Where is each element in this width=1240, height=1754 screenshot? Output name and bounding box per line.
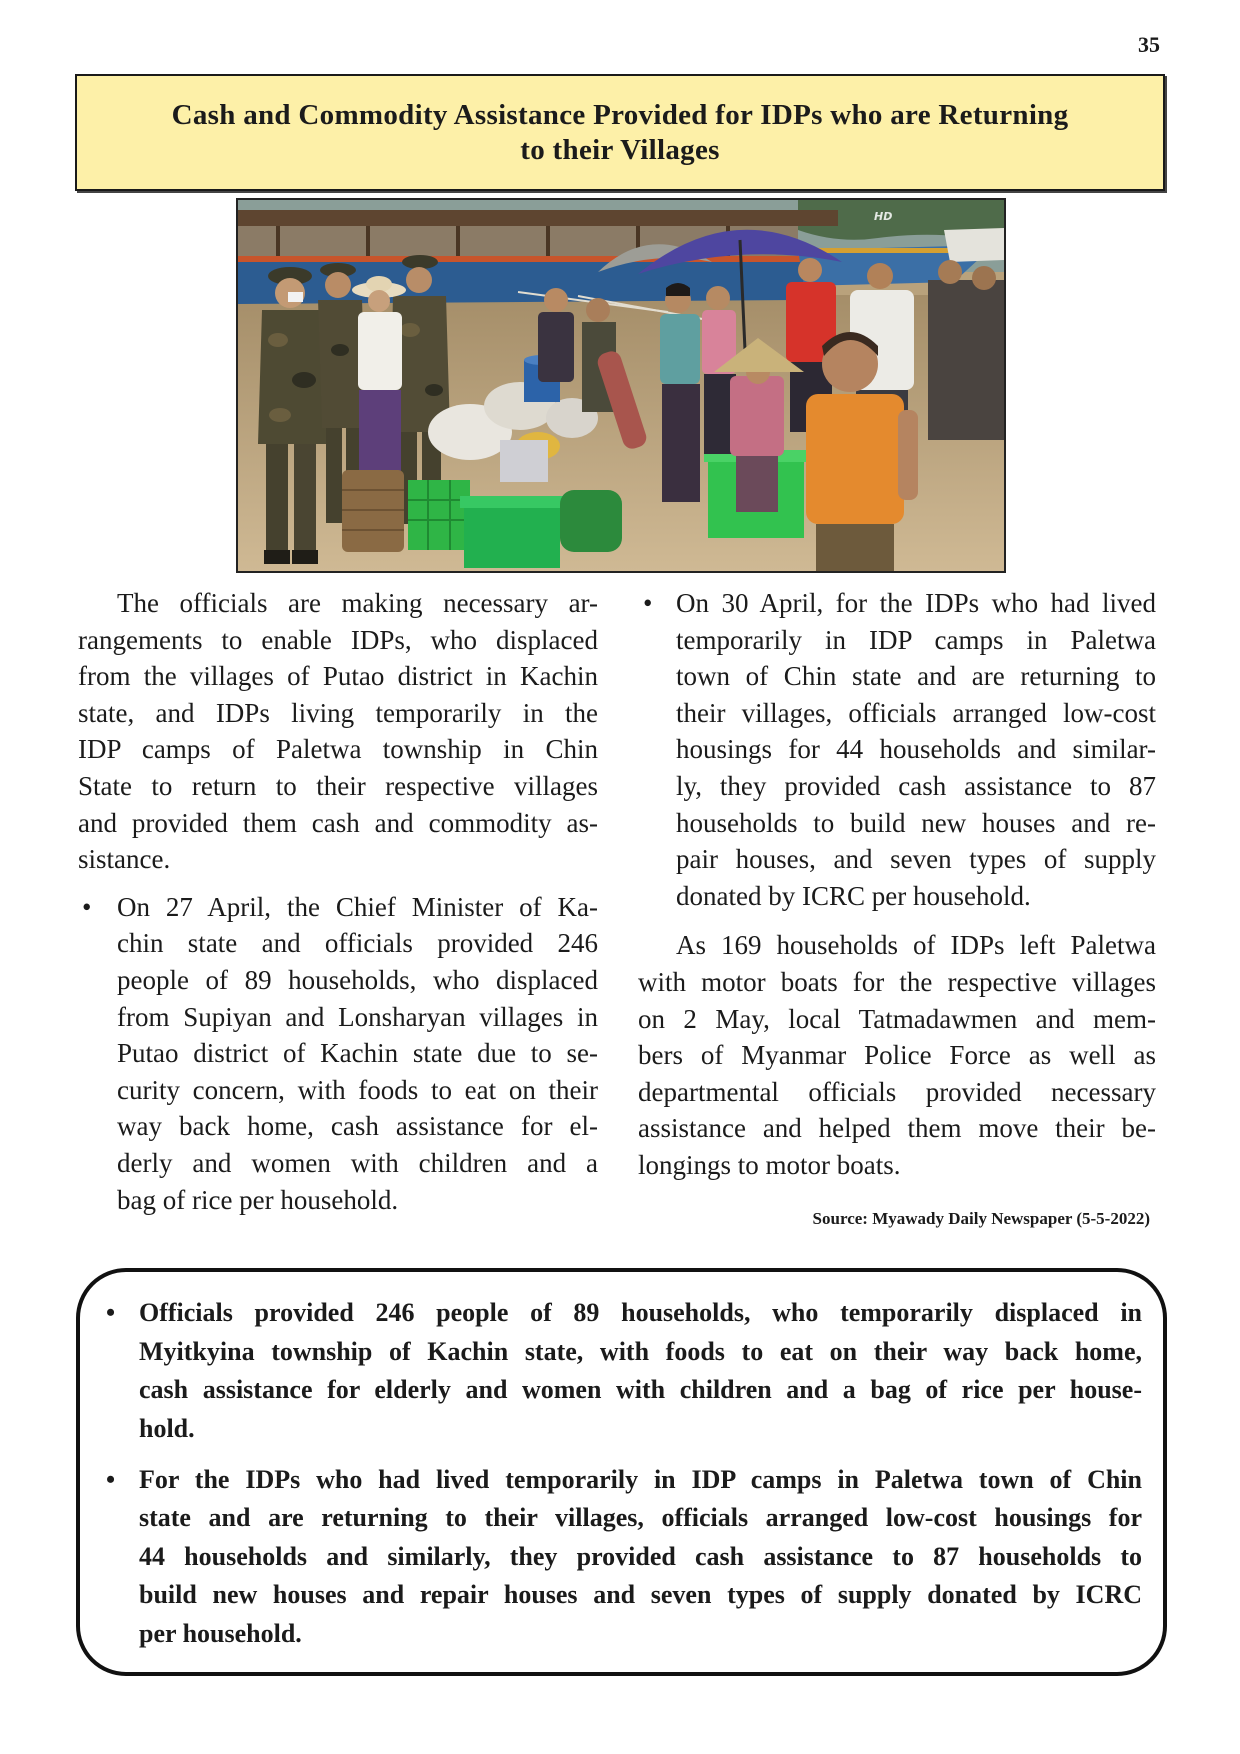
text-line: per household.	[139, 1618, 302, 1648]
bullet-icon: •	[106, 1464, 116, 1494]
text-line: bag of rice per household.	[117, 1184, 399, 1215]
summary-bullet-text	[139, 1461, 1142, 1654]
bullet-30-april	[638, 585, 1156, 914]
text-line: departmental officials provided necessary	[638, 1076, 1156, 1107]
text-line: longings to motor boats.	[638, 1149, 901, 1180]
bullet-icon: •	[82, 891, 92, 922]
title-box	[75, 74, 1165, 191]
text-line: pair houses, and seven types of supply	[676, 844, 1156, 875]
text-line: households to build new houses and re-	[676, 807, 1156, 838]
intro-paragraph	[78, 585, 598, 878]
title-line-2: to their Villages	[520, 133, 720, 166]
text-line: chin state and officials provided 246	[117, 928, 598, 959]
text-line: Myitkyina township of Kachin state, with foods to eat on their way back home,	[139, 1336, 1142, 1366]
text-line: donated by ICRC per household.	[676, 880, 1031, 911]
summary-box	[76, 1268, 1167, 1676]
text-line: with motor boats for the respective villages	[638, 966, 1156, 997]
text-line: way back home, cash assistance for el-	[117, 1111, 598, 1142]
text-line: As 169 households of IDPs left Paletwa	[676, 930, 1156, 961]
text-line: The officials are making necessary ar-	[117, 588, 598, 618]
text-line: ly, they provided cash assistance to 87	[676, 770, 1156, 801]
text-line: town of Chin state and are returning to	[676, 661, 1156, 692]
summary-bullet-text	[139, 1294, 1142, 1448]
text-line: bers of Myanmar Police Force as well as	[638, 1040, 1156, 1071]
photo-watermark: HD	[874, 210, 893, 223]
text-line: For the IDPs who had lived temporarily in IDP camps in Paletwa town of Chin	[139, 1464, 1142, 1494]
text-line: curity concern, with foods to eat on their	[117, 1074, 598, 1105]
text-line: assistance and helped them move their be-	[638, 1113, 1156, 1144]
source-credit: Source: Myawady Daily Newspaper (5-5-2022)	[812, 1208, 1150, 1228]
text-line: hold.	[139, 1413, 195, 1443]
news-photo	[236, 198, 1006, 573]
text-line: from Supiyan and Lonsharyan villages in	[117, 1001, 598, 1032]
text-line: on 2 May, local Tatmadawmen and mem-	[638, 1003, 1156, 1034]
news-photo-image	[238, 200, 1004, 571]
right-column	[638, 585, 1156, 1230]
text-line: people of 89 households, who displaced	[117, 964, 598, 995]
text-line: state and are returning to their villages, officials arranged low-cost housings for	[139, 1503, 1142, 1532]
bullet-27-april	[78, 889, 598, 1218]
text-line: rangements to enable IDPs, who displaced	[78, 624, 598, 655]
title-line-1: Cash and Commodity Assistance Provided for IDPs who are Returning	[171, 98, 1069, 131]
text-line: build new houses and repair houses and seven types of supply donated by ICRC	[139, 1580, 1142, 1609]
summary-bullet-2	[106, 1461, 1142, 1654]
text-line: their villages, officials arranged low-cost	[676, 697, 1156, 728]
text-line: On 27 April, the Chief Minister of Ka-	[117, 891, 598, 922]
text-line: 44 households and similarly, they provided cash assistance to 87 households to	[139, 1541, 1142, 1571]
bullet-text	[676, 585, 1156, 914]
bullet-icon: •	[106, 1298, 116, 1327]
paletwa-paragraph	[638, 927, 1156, 1183]
text-line: derly and women with children and a	[117, 1147, 598, 1178]
text-line: IDP camps of Paletwa township in Chin	[78, 734, 598, 765]
text-line: housings for 44 households and similar-	[676, 734, 1156, 765]
text-line: Putao district of Kachin state due to se-	[117, 1038, 598, 1069]
text-line: Officials provided 246 people of 89 households, who temporarily displaced in	[139, 1298, 1142, 1327]
page-number: 35	[1138, 32, 1160, 57]
text-line: state, and IDPs living temporarily in the	[78, 697, 598, 728]
left-column	[78, 585, 598, 1218]
text-line: from the villages of Putao district in Kachin	[78, 661, 598, 692]
text-line: State to return to their respective villages	[78, 770, 598, 801]
text-line: On 30 April, for the IDPs who had lived	[676, 588, 1156, 618]
summary-bullet-1	[106, 1294, 1142, 1448]
text-line: sistance.	[78, 844, 171, 875]
text-line: temporarily in IDP camps in Paletwa	[676, 624, 1156, 655]
text-line: and provided them cash and commodity as-	[78, 807, 598, 838]
text-line: cash assistance for elderly and women with children and a bag of rice per house-	[139, 1375, 1142, 1404]
bullet-text	[117, 889, 598, 1218]
bullet-icon: •	[643, 588, 653, 618]
